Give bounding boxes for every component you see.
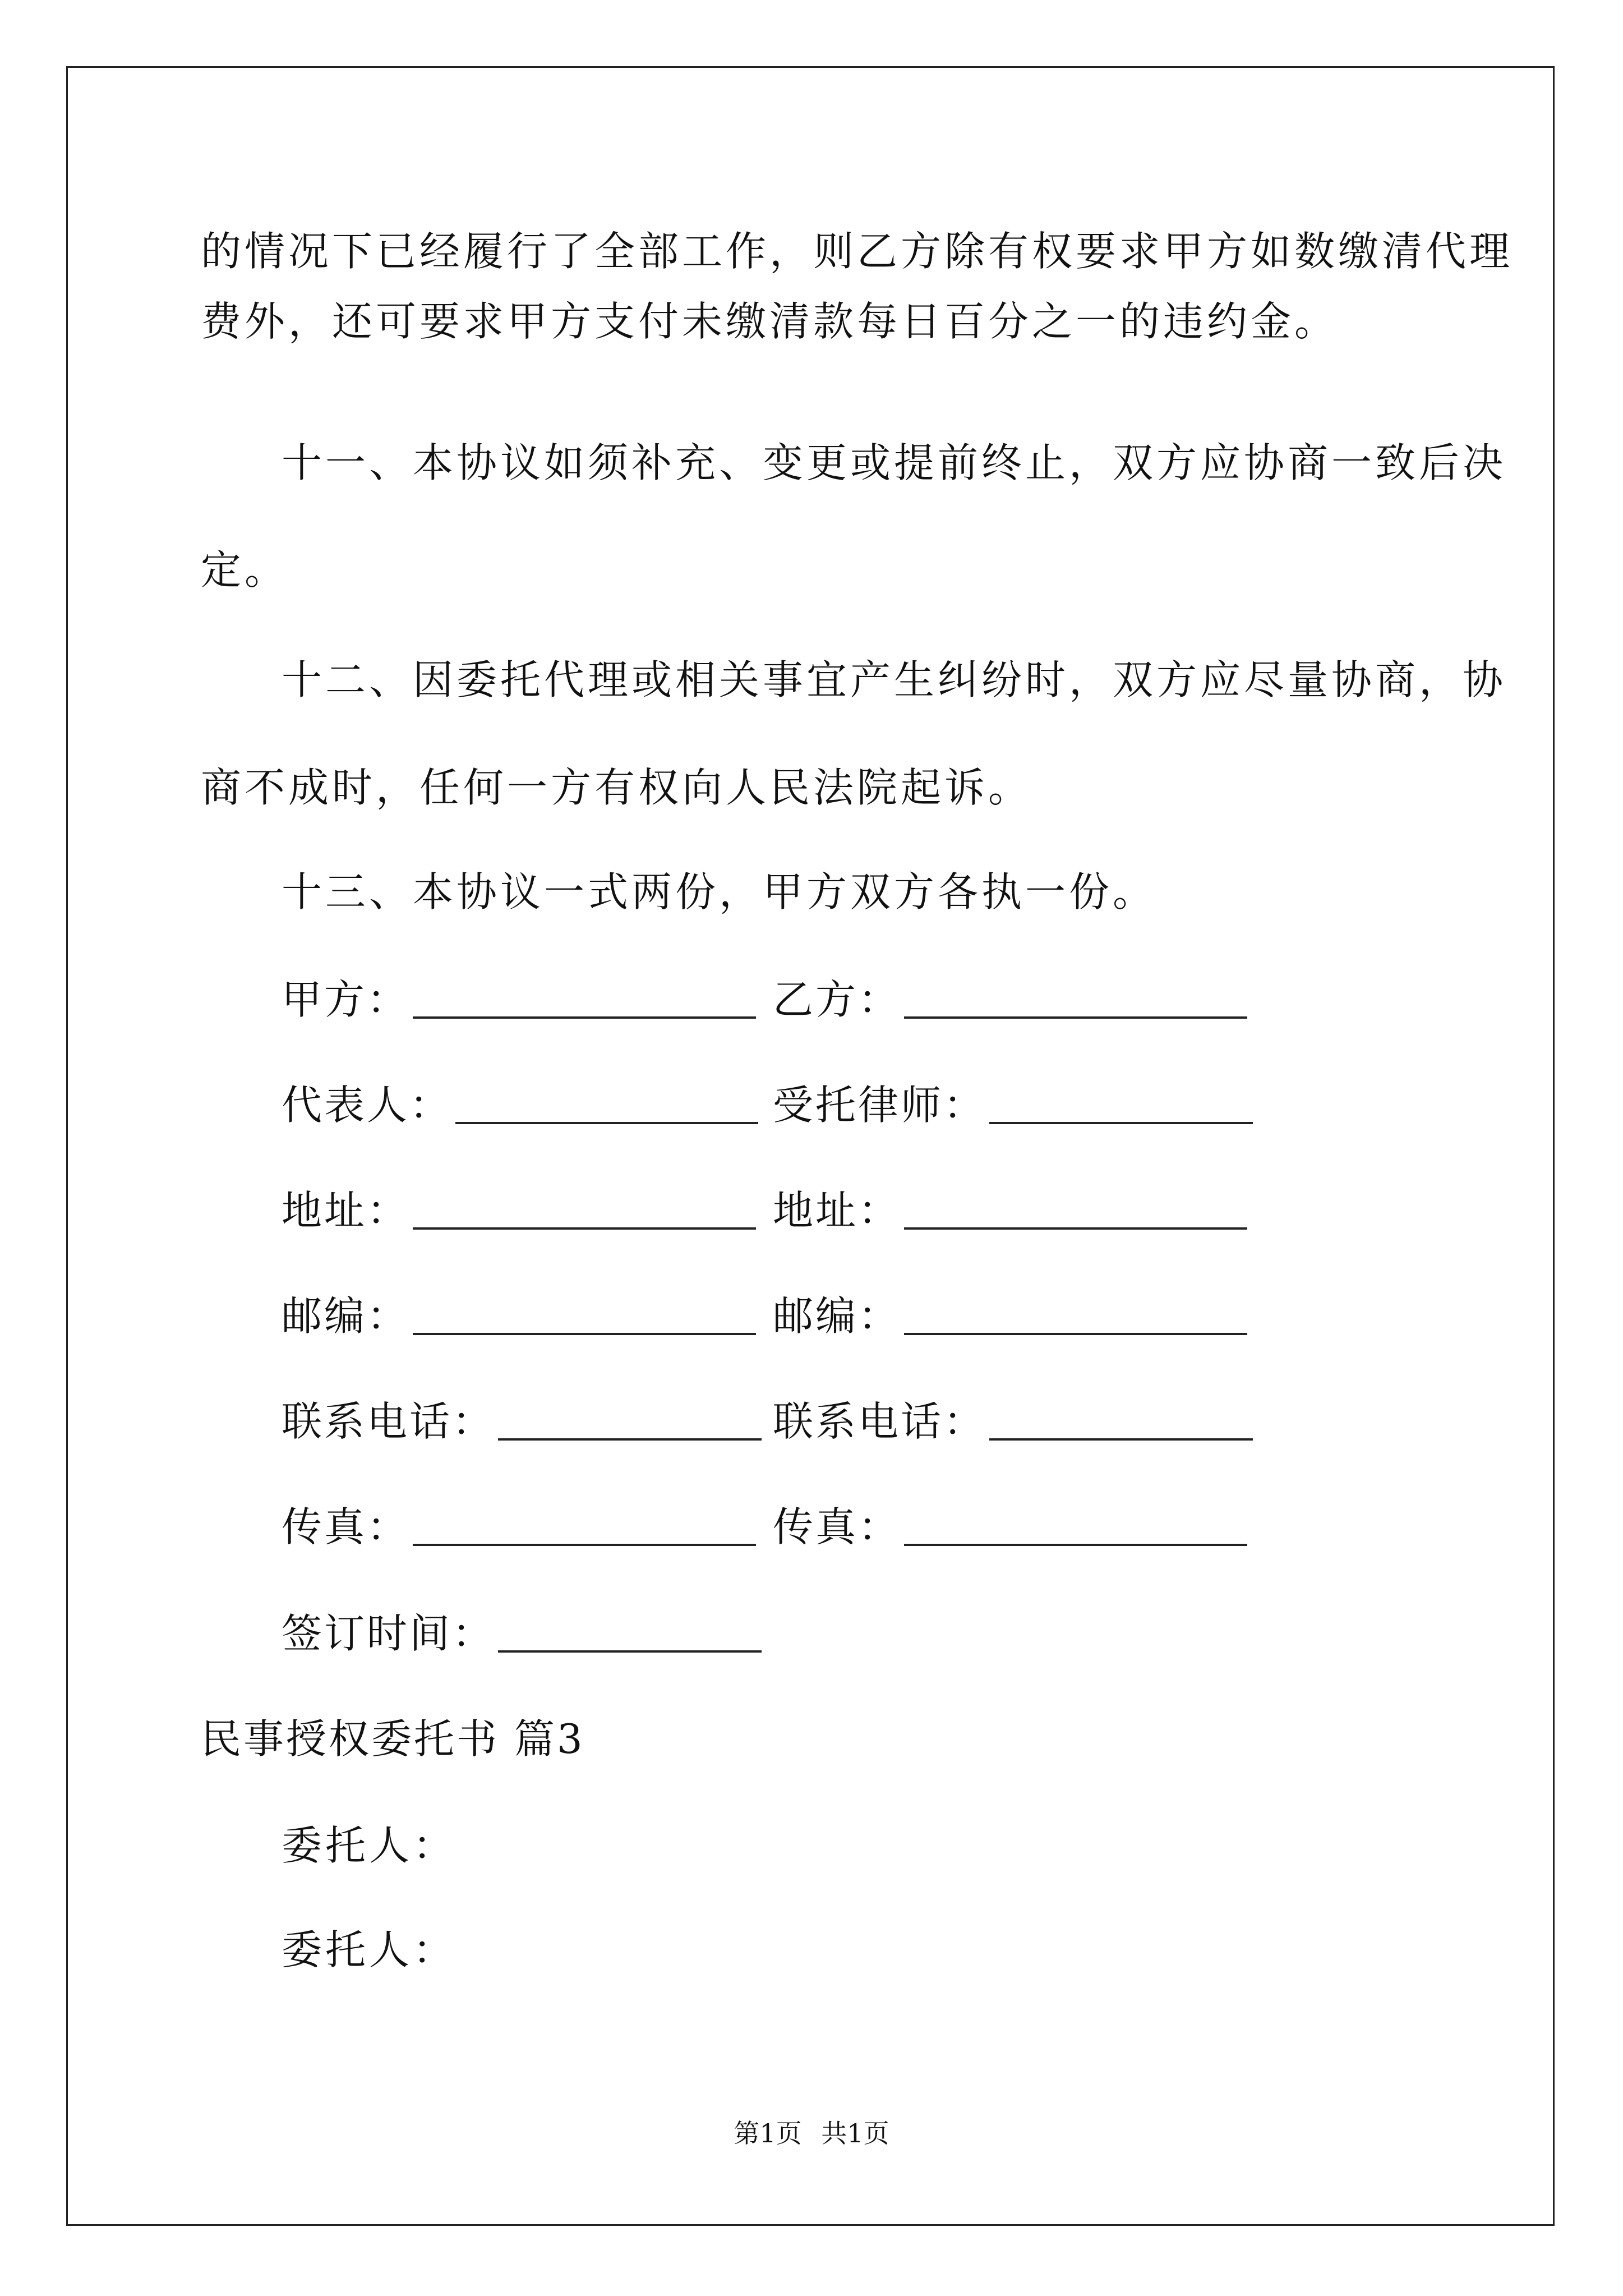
clause-11-line-1: 十一、本协议如须补充、变更或提前终止，双方应协商一致后决 (282, 439, 1507, 486)
addr-a-label: 地址： (282, 1187, 410, 1234)
paragraph-10-line-1: 的情况下已经履行了全部工作，则乙方除有权要求甲方如数缴清代理 (201, 228, 1514, 275)
section-3-heading: 民事授权委托书 篇3 (201, 1715, 585, 1763)
tel-a-label: 联系电话： (282, 1398, 495, 1445)
party-a-label: 甲方： (282, 976, 410, 1023)
addr-a-field (282, 1188, 756, 1233)
party-b-blank[interactable] (904, 1016, 1247, 1019)
sign-date-label: 签订时间： (282, 1610, 495, 1657)
principal-label-2: 委托人： (282, 1926, 457, 1973)
fax-b-blank[interactable] (904, 1544, 1247, 1546)
fax-b-label: 传真： (773, 1503, 901, 1550)
tel-a-blank[interactable] (498, 1438, 762, 1441)
tel-b-label: 联系电话： (773, 1398, 986, 1445)
tel-b-field (773, 1399, 1253, 1444)
sign-date-blank[interactable] (498, 1650, 762, 1653)
zip-a-blank[interactable] (413, 1333, 756, 1335)
zip-a-label: 邮编： (282, 1292, 410, 1340)
tel-a-field (282, 1399, 762, 1444)
tel-b-blank[interactable] (989, 1438, 1253, 1441)
fax-a-field (282, 1504, 756, 1549)
rep-a-blank[interactable] (455, 1122, 758, 1124)
fax-a-blank[interactable] (413, 1544, 756, 1546)
sign-date-field (282, 1611, 762, 1656)
party-b-label: 乙方： (773, 976, 901, 1023)
rep-b-label: 受托律师： (773, 1082, 986, 1129)
zip-a-field (282, 1294, 756, 1338)
fax-b-field (773, 1504, 1247, 1549)
page-footer: 第1页 共1页 (734, 2118, 889, 2148)
principal-label-1: 委托人： (282, 1822, 457, 1869)
page-border (66, 66, 1555, 2226)
zip-b-label: 邮编： (773, 1292, 901, 1340)
rep-a-field (282, 1083, 758, 1128)
clause-11-line-2: 定。 (201, 546, 289, 593)
addr-a-blank[interactable] (413, 1227, 756, 1230)
zip-b-field (773, 1294, 1247, 1338)
clause-12-line-1: 十二、因委托代理或相关事宜产生纠纷时，双方应尽量协商，协 (282, 656, 1507, 703)
party-b-field (773, 977, 1247, 1022)
fax-a-label: 传真： (282, 1503, 410, 1550)
paragraph-10-line-2: 费外，还可要求甲方支付未缴清款每日百分之一的违约金。 (201, 298, 1339, 345)
clause-12-line-2: 商不成时，任何一方有权向人民法院起诉。 (201, 764, 1032, 811)
addr-b-field (773, 1188, 1247, 1233)
rep-a-label: 代表人： (282, 1082, 453, 1129)
addr-b-label: 地址： (773, 1187, 901, 1234)
zip-b-blank[interactable] (904, 1333, 1247, 1335)
party-a-field (282, 977, 756, 1022)
rep-b-blank[interactable] (989, 1122, 1253, 1124)
party-a-blank[interactable] (413, 1016, 756, 1019)
clause-13: 十三、本协议一式两份，甲方双方各执一份。 (282, 868, 1157, 915)
rep-b-field (773, 1083, 1253, 1128)
addr-b-blank[interactable] (904, 1227, 1247, 1230)
